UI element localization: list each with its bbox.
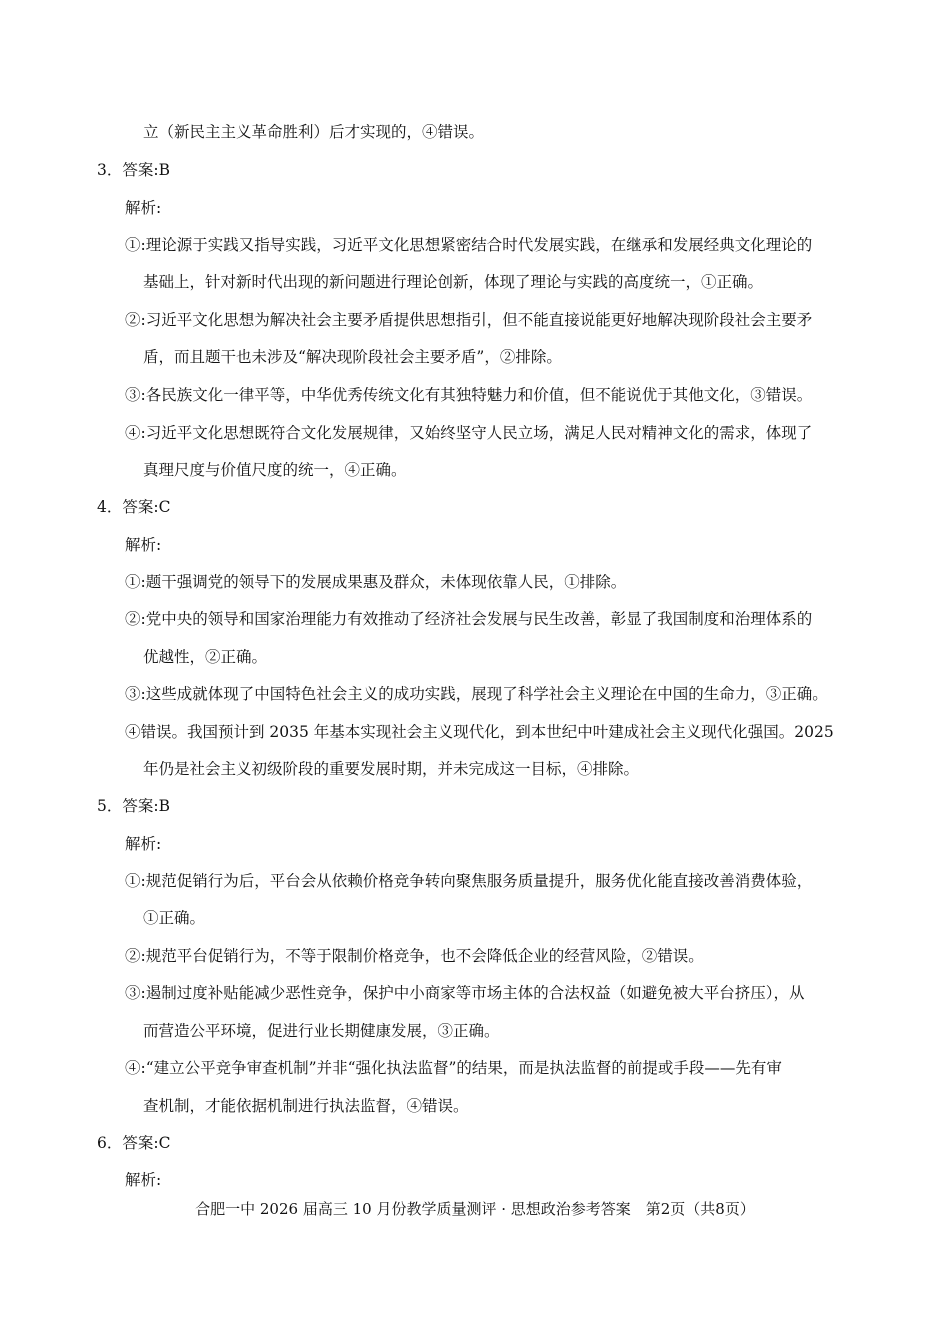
text-line: 查机制，才能依据机制进行执法监督，④错误。: [143, 1097, 469, 1115]
text-line: ④错误。我国预计到 2035 年基本实现社会主义现代化，到本世纪中叶建成社会主义现代化强国。2025: [125, 723, 834, 741]
text-line: ③:遏制过度补贴能减少恶性竞争，保护中小商家等市场主体的合法权益（如避免被大平台挤压），从: [125, 984, 805, 1002]
text-line: ④:习近平文化思想既符合文化发展规律，又始终坚守人民立场，满足人民对精神文化的需求，体现了: [125, 424, 813, 442]
text-line: ④:“建立公平竞争审查机制”并非“强化执法监督”的结果，而是执法监督的前提或手段——先有审: [125, 1059, 782, 1077]
text-line: 盾，而且题干也未涉及“解决现阶段社会主要矛盾”，②排除。: [143, 348, 562, 366]
text-line: 而营造公平环境，促进行业长期健康发展，③正确。: [143, 1022, 500, 1040]
analysis-label: 解析:: [125, 835, 162, 853]
text-line: ①正确。: [143, 909, 206, 927]
text-line: ③:各民族文化一律平等，中华优秀传统文化有其独特魅力和价值，但不能说优于其他文化，③错误。: [125, 386, 813, 404]
question-3-answer: 3．答案:B: [97, 161, 170, 179]
text-line: ①:理论源于实践又指导实践，习近平文化思想紧密结合时代发展实践，在继承和发展经典文化理论的: [125, 236, 813, 254]
text-line: ②:规范平台促销行为，不等于限制价格竞争，也不会降低企业的经营风险，②错误。: [125, 947, 704, 965]
analysis-label: 解析:: [125, 536, 162, 554]
text-line: 年仍是社会主义初级阶段的重要发展时期，并未完成这一目标，④排除。: [143, 760, 640, 778]
text-line: 真理尺度与价值尺度的统一，④正确。: [143, 461, 407, 479]
text-line: 立（新民主主义革命胜利）后才实现的，④错误。: [143, 123, 485, 141]
text-line: ①:题干强调党的领导下的发展成果惠及群众，未体现依靠人民，①排除。: [125, 573, 627, 591]
page-footer: 合肥一中 2026 届高三 10 月份教学质量测评 · 思想政治参考答案 第2页（共8页）: [195, 1200, 755, 1218]
text-line: ②:习近平文化思想为解决社会主要矛盾提供思想指引，但不能直接说能更好地解决现阶段社会主要矛: [125, 311, 813, 329]
text-line: ②:党中央的领导和国家治理能力有效推动了经济社会发展与民生改善，彰显了我国制度和治理体系的: [125, 610, 813, 628]
analysis-label: 解析:: [125, 199, 162, 217]
text-line: ③:这些成就体现了中国特色社会主义的成功实践，展现了科学社会主义理论在中国的生命力，③正确。: [125, 685, 828, 703]
analysis-label: 解析:: [125, 1171, 162, 1189]
text-line: 优越性，②正确。: [143, 648, 268, 666]
question-6-answer: 6．答案:C: [97, 1134, 171, 1152]
text-line: 基础上，针对新时代出现的新问题进行理论创新，体现了理论与实践的高度统一，①正确。: [143, 273, 764, 291]
question-5-answer: 5．答案:B: [97, 797, 170, 815]
question-4-answer: 4．答案:C: [97, 498, 171, 516]
text-line: ①:规范促销行为后，平台会从依赖价格竞争转向聚焦服务质量提升，服务优化能直接改善消费体验，: [125, 872, 813, 890]
